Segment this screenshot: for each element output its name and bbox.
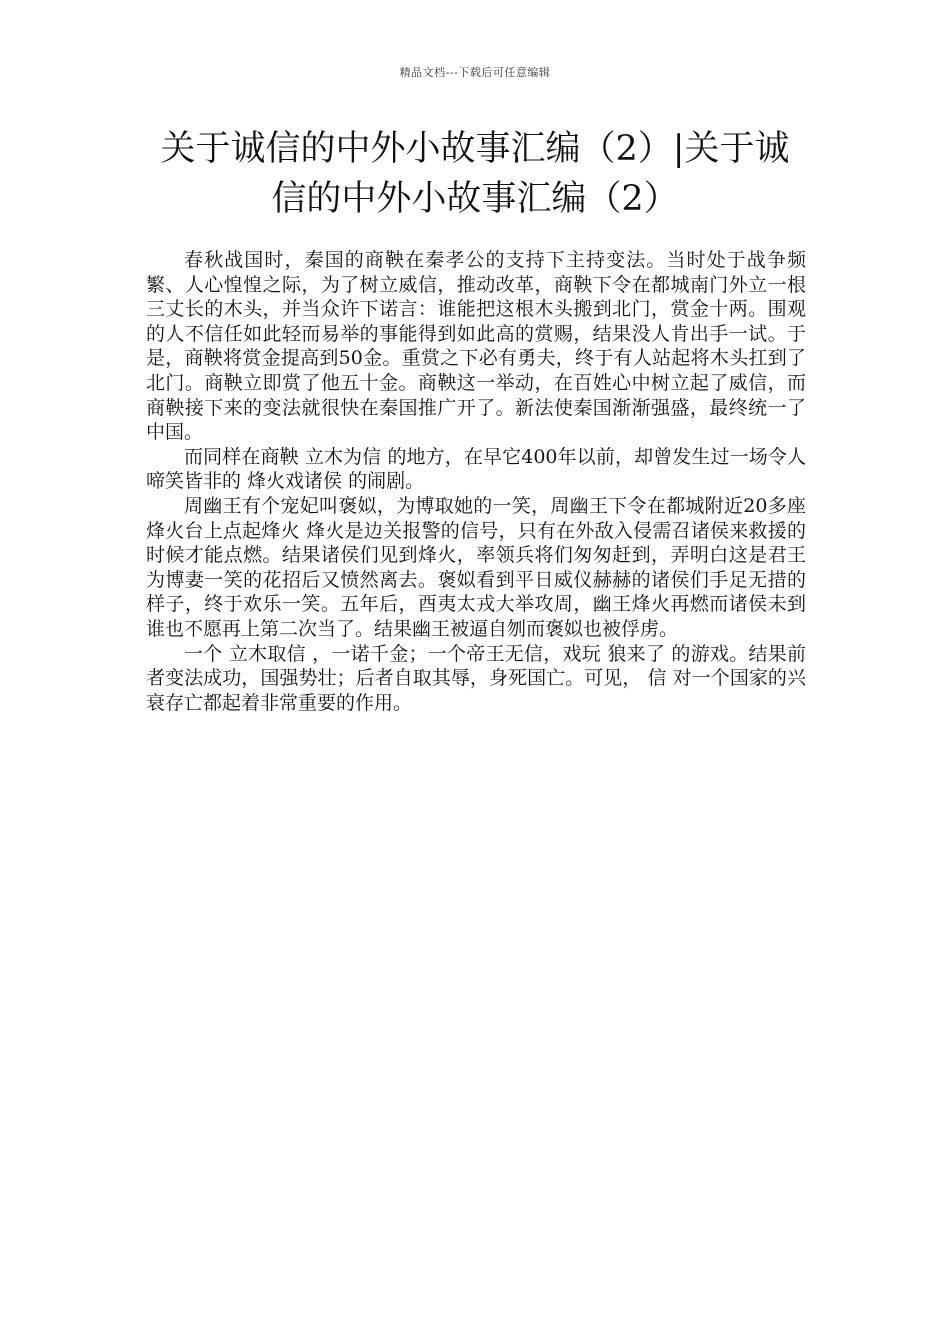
document-body xyxy=(146,248,806,715)
paragraph-4: 一个 立木取信 ，一诺千金；一个帝王无信，戏玩 狼来了 的游戏。结果前者变法成功，国强势壮；后者自取其辱，身死国亡。可见， 信 对一个国家的兴衰存亡都起着非常重要的作用。 xyxy=(146,642,806,714)
paragraph-3: 周幽王有个宠妃叫褒姒，为博取她的一笑，周幽王下令在都城附近20多座烽火台上点起烽火 烽火是边关报警的信号，只有在外敌入侵需召诸侯来救援的时候才能点燃。结果诸侯们见到烽火，率领兵将们匆匆赶到，弄明白这是君王为博妻一笑的花招后又愤然离去。褒姒看到平日威仪赫赫的诸侯们手足无措的样子，终于欢乐一笑。五年后，酉夷太戎大举攻周，幽王烽火再燃而诸侯未到 谁也不愿再上第二次当了。结果幽王被逼自刎而褒姒也被俘虏。 xyxy=(146,494,806,640)
document-title: 关于诚信的中外小故事汇编（2）|关于诚信的中外小故事汇编（2） xyxy=(160,129,790,219)
paragraph-2: 而同样在商鞅 立木为信 的地方，在早它400年以前，却曾发生过一场令人啼笑皆非的 烽火戏诸侯 的闹剧。 xyxy=(146,445,806,493)
header-note: 精品文档---下载后可任意编辑 xyxy=(399,66,551,79)
paragraph-1: 春秋战国时，秦国的商鞅在秦孝公的支持下主持变法。当时处于战争频繁、人心惶惶之际，为了树立威信，推动改革，商鞅下令在都城南门外立一根三丈长的木头，并当众许下诺言：谁能把这根木头搬到北门，赏金十两。围观的人不信任如此轻而易举的事能得到如此高的赏赐，结果没人肯出手一试。于是，商鞅将赏金提高到50金。重赏之下必有勇夫，终于有人站起将木头扛到了北门。商鞅立即赏了他五十金。商鞅这一举动，在百姓心中树立起了威信，而商鞅接下来的变法就很快在秦国推广开了。新法使秦国渐渐强盛，最终统一了中国。 xyxy=(146,249,806,444)
